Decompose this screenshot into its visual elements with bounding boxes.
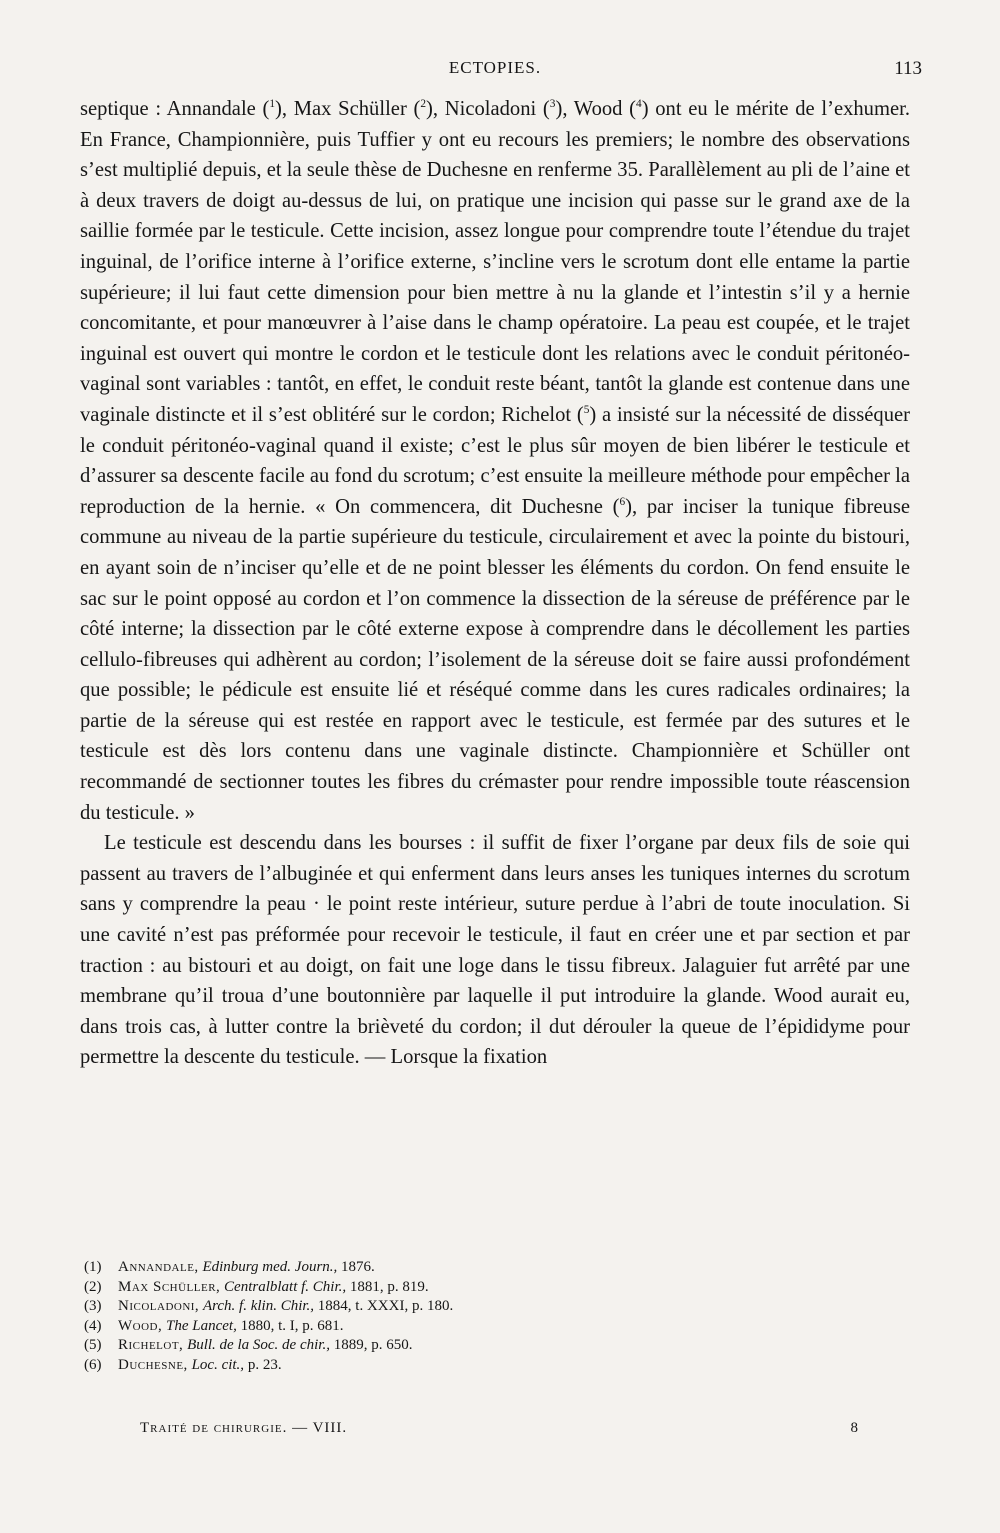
footnote-title: Bull. de la Soc. de chir., [187, 1337, 330, 1354]
footnote-ref: 3 [549, 98, 556, 111]
text-run: ), par inciser la tunique fibreuse commune au niveau de la partie supérieure du testicule, circulairement et avec la pointe du bistouri, en ayant soin de n’inciser qu’elle et de ne point blesser les éléments du cordon. On fend ensuite le sac sur le point opposé au cordon et l’on commence la dissection de la séreuse de préférence par le côté interne; la dissection par le côté externe expose à comprendre dans le décollement les parties cellulo-fibreuses qui adhèrent au cordon; l’isolement de la séreuse doit se faire aussi profondément que possible; le pédicule est ensuite lié et réséqué comme dans les cures radicales ordinaires; la partie de la séreuse qui est restée en rapport avec le testicule, est fermée par des sutures et le testicule est dès lors contenu dans une vaginale distincte. Championnière et Schüller ont recommandé de sectionner toutes les fibres du crémaster pour rendre impossible toute réascension du testicule. » [80, 495, 910, 824]
footnote-rest: 1884, t. XXXI, p. 180. [314, 1298, 454, 1315]
footnote-rest: p. 23. [244, 1356, 282, 1373]
text-run: ) a insisté sur la nécessité de disséquer le conduit péritonéo-vaginal quand il existe; c’est le plus sûr moyen de bien libérer le testicule et d’assurer sa descente facile au fond du scrotum; c’est ensuite la meilleure méthode pour empêcher la reproduction de la hernie. « On commencera, dit Duchesne ( [80, 403, 910, 518]
page-header [80, 58, 922, 86]
footnote-rest: 1876. [337, 1259, 375, 1275]
footnote-number: (3) [84, 1298, 102, 1315]
text-run: septique : Annandale ( [80, 98, 270, 120]
footnote-author: Nicoladoni, [118, 1298, 200, 1315]
sheet-number: 8 [850, 1420, 858, 1436]
footnote-rest: 1881, p. 819. [346, 1278, 429, 1295]
footnote-title: Loc. cit., [191, 1356, 245, 1373]
footnote-ref: 1 [269, 98, 276, 111]
footnote-title: Arch. f. klin. Chir., [202, 1298, 315, 1315]
footnote-number: (6) [84, 1356, 102, 1373]
footnote [80, 1297, 910, 1317]
footnote-author: Max Schüller, [118, 1278, 221, 1295]
footnote [80, 1258, 910, 1278]
footnote-title: Edinburg med. Journ., [202, 1259, 338, 1275]
text-run: ), Nicoladoni ( [426, 98, 550, 120]
text-run: ), Max Schüller ( [275, 98, 421, 120]
footnote-number: (2) [84, 1278, 102, 1295]
footnote-author: Duchesne, [118, 1356, 188, 1373]
footnote-number: (5) [84, 1337, 102, 1354]
text-run: ), Wood ( [555, 98, 637, 120]
footnote [80, 1317, 910, 1337]
footnote-number: (4) [84, 1317, 102, 1334]
body-text [80, 94, 910, 1073]
text-run: ) ont eu le mérite de l’exhumer. En France, Championnière, puis Tuffier y ont eu recours les premiers; le nombre des observations s’est multiplié depuis, et la seule thèse de Duchesne en renferme 35. Parallèlement au pli de l’aine et à deux travers de doigt au-dessus de lui, on pratique une incision qui passe sur le grand axe de la saillie formée par le testicule. Cette incision, assez longue pour comprendre toute l’étendue du trajet inguinal, de l’orifice interne à l’orifice externe, s’incline vers le scrotum dont elle entame la partie supérieure; il lui faut cette dimension pour bien mettre à nu la glande et l’intestin s’il y a hernie concomitante, et pour manœuvrer à l’aise dans le champ opératoire. La peau est coupée, et le trajet inguinal est ouvert qui montre le cordon et le testicule dont les relations avec le conduit péritonéo-vaginal sont variables : tantôt, en effet, le conduit reste béant, tantôt la glande est contenue dans une vaginale distincte et il s’est oblitéré sur le cordon; Richelot ( [80, 98, 911, 426]
footnotes [80, 1258, 910, 1376]
footnote-author: Annandale, [118, 1259, 199, 1275]
footnote [80, 1356, 910, 1376]
page-number: 113 [894, 58, 922, 79]
footnote-ref: 2 [420, 98, 427, 111]
book-signature: Traité de chirurgie. — VIII. [140, 1420, 348, 1436]
footnote-rest: 1880, t. I, p. 681. [236, 1317, 344, 1334]
footnote-rest: 1889, p. 650. [329, 1337, 413, 1354]
footnote-author: Wood, [118, 1317, 163, 1334]
page [80, 58, 922, 1073]
paragraph-1 [80, 94, 910, 828]
footnote-ref: 5 [583, 404, 590, 417]
footnote-ref: 6 [619, 495, 626, 508]
footnote-ref: 4 [636, 98, 642, 111]
footnote [80, 1278, 910, 1298]
footnote-title: The Lancet, [166, 1317, 237, 1334]
page-footer [140, 1420, 858, 1437]
running-title: ECTOPIES. [448, 58, 542, 77]
footnote [80, 1336, 910, 1356]
footnote-number: (1) [84, 1259, 102, 1275]
paragraph-2: Le testicule est descendu dans les bourses : il suffit de fixer l’organe par deux fils de soie qui passent au travers de l’albuginée et qui enferment dans leurs anses les tuniques internes du scrotum sans y comprendre la peau · le point reste intérieur, suture perdue à l’abri de toute inoculation. Si une cavité n’est pas préformée pour recevoir le testicule, il faut en créer une et par section et par traction : au bistouri et au doigt, on fait une loge dans le tissu fibreux. Jalaguier fut arrêté par une membrane qu’il troua d’une boutonnière par laquelle il put introduire la glande. Wood aurait eu, dans trois cas, à lutter contre la brièveté du cordon; il dut dérouler la queue de l’épididyme pour permettre la descente du testicule. — Lorsque la fixation [80, 832, 910, 1069]
footnote-author: Richelot, [118, 1337, 184, 1354]
footnote-title: Centralblatt f. Chir., [224, 1278, 347, 1295]
